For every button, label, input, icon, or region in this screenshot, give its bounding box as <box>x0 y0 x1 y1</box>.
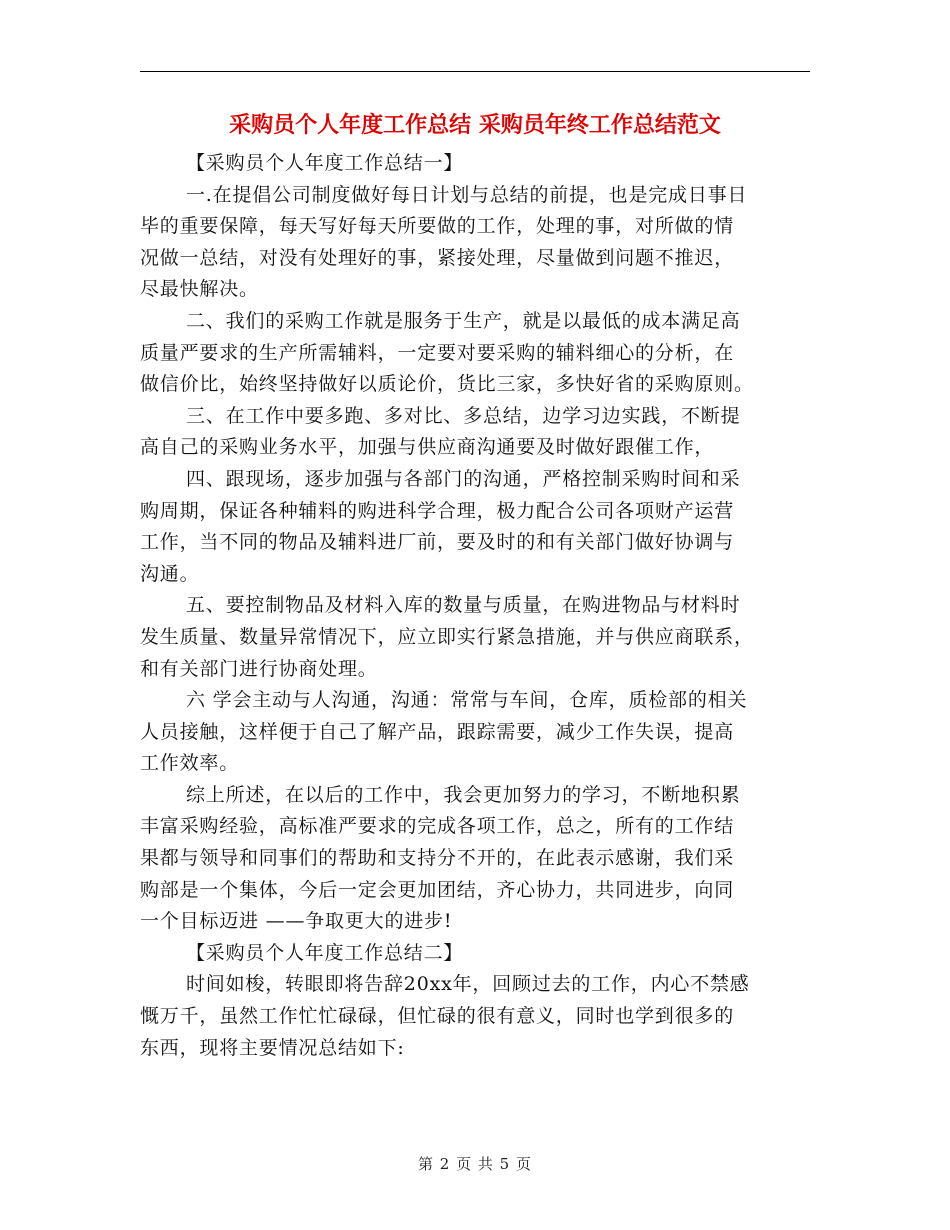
document-body <box>140 148 810 1064</box>
body-line: 丰富采购经验，高标准严要求的完成各项工作，总之，所有的工作结 <box>140 815 735 838</box>
document-title: 采购员个人年度工作总结 采购员年终工作总结范文 <box>229 113 721 138</box>
body-line: 慨万千，虽然工作忙忙碌碌，但忙碌的很有意义，同时也学到很多的 <box>140 1005 735 1028</box>
body-line: 【采购员个人年度工作总结二】 <box>186 941 464 964</box>
body-line: 六 学会主动与人沟通，沟通：常常与车间，仓库，质检部的相关 <box>186 689 748 712</box>
body-line: 沟通。 <box>140 562 200 585</box>
body-line: 三、在工作中要多跑、多对比、多总结，边学习边实践，不断提 <box>186 404 741 427</box>
body-line: 发生质量、数量异常情况下，应立即实行紧急措施，并与供应商联系， <box>140 625 754 648</box>
body-line: 人员接触，这样便于自己了解产品，跟踪需要，减少工作失误，提高 <box>140 720 735 743</box>
body-line: 一.在提倡公司制度做好每日计划与总结的前提，也是完成日事日 <box>186 183 748 206</box>
body-line: 做信价比，始终坚持做好以质论价，货比三家，多快好省的采购原则。 <box>140 373 754 396</box>
body-line: 东西，现将主要情况总结如下: <box>140 1036 405 1059</box>
body-line: 和有关部门进行协商处理。 <box>140 657 378 680</box>
header-rule <box>140 71 810 72</box>
body-line: 购周期，保证各种辅料的购进科学合理，极力配合公司各项财产运营 <box>140 499 735 522</box>
body-line: 一个目标迈进 ——争取更大的进步! <box>140 910 453 933</box>
body-line: 质量严要求的生产所需辅料，一定要对要采购的辅料细心的分析，在 <box>140 341 735 364</box>
body-line: 毕的重要保障，每天写好每天所要做的工作，处理的事，对所做的情 <box>140 215 735 238</box>
body-line: 时间如梭，转眼即将告辞20xx年，回顾过去的工作，内心不禁感 <box>186 973 750 996</box>
body-line: 况做一总结，对没有处理好的事，紧接处理，尽量做到问题不推迟， <box>140 246 735 269</box>
body-line: 尽最快解决。 <box>140 278 259 301</box>
body-line: 五、要控制物品及材料入库的数量与质量，在购进物品与材料时 <box>186 594 741 617</box>
body-line: 【采购员个人年度工作总结一】 <box>186 152 464 174</box>
body-line: 综上所述，在以后的工作中，我会更加努力的学习，不断地积累 <box>186 783 741 806</box>
page-number: 第 2 页 共 5 页 <box>418 1155 532 1173</box>
body-line: 四、跟现场，逐步加强与各部门的沟通，严格控制采购时间和采 <box>186 467 741 490</box>
body-line: 工作效率。 <box>140 752 240 775</box>
body-line: 购部是一个集体，今后一定会更加团结，齐心协力，共同进步，向同 <box>140 878 735 901</box>
body-line: 高自己的采购业务水平，加强与供应商沟通要及时做好跟催工作， <box>140 436 715 459</box>
body-line: 工作，当不同的物品及辅料进厂前，要及时的和有关部门做好协调与 <box>140 531 735 554</box>
body-line: 果都与领导和同事们的帮助和支持分不开的，在此表示感谢，我们采 <box>140 847 735 870</box>
body-line: 二、我们的采购工作就是服务于生产，就是以最低的成本满足高 <box>186 309 741 332</box>
